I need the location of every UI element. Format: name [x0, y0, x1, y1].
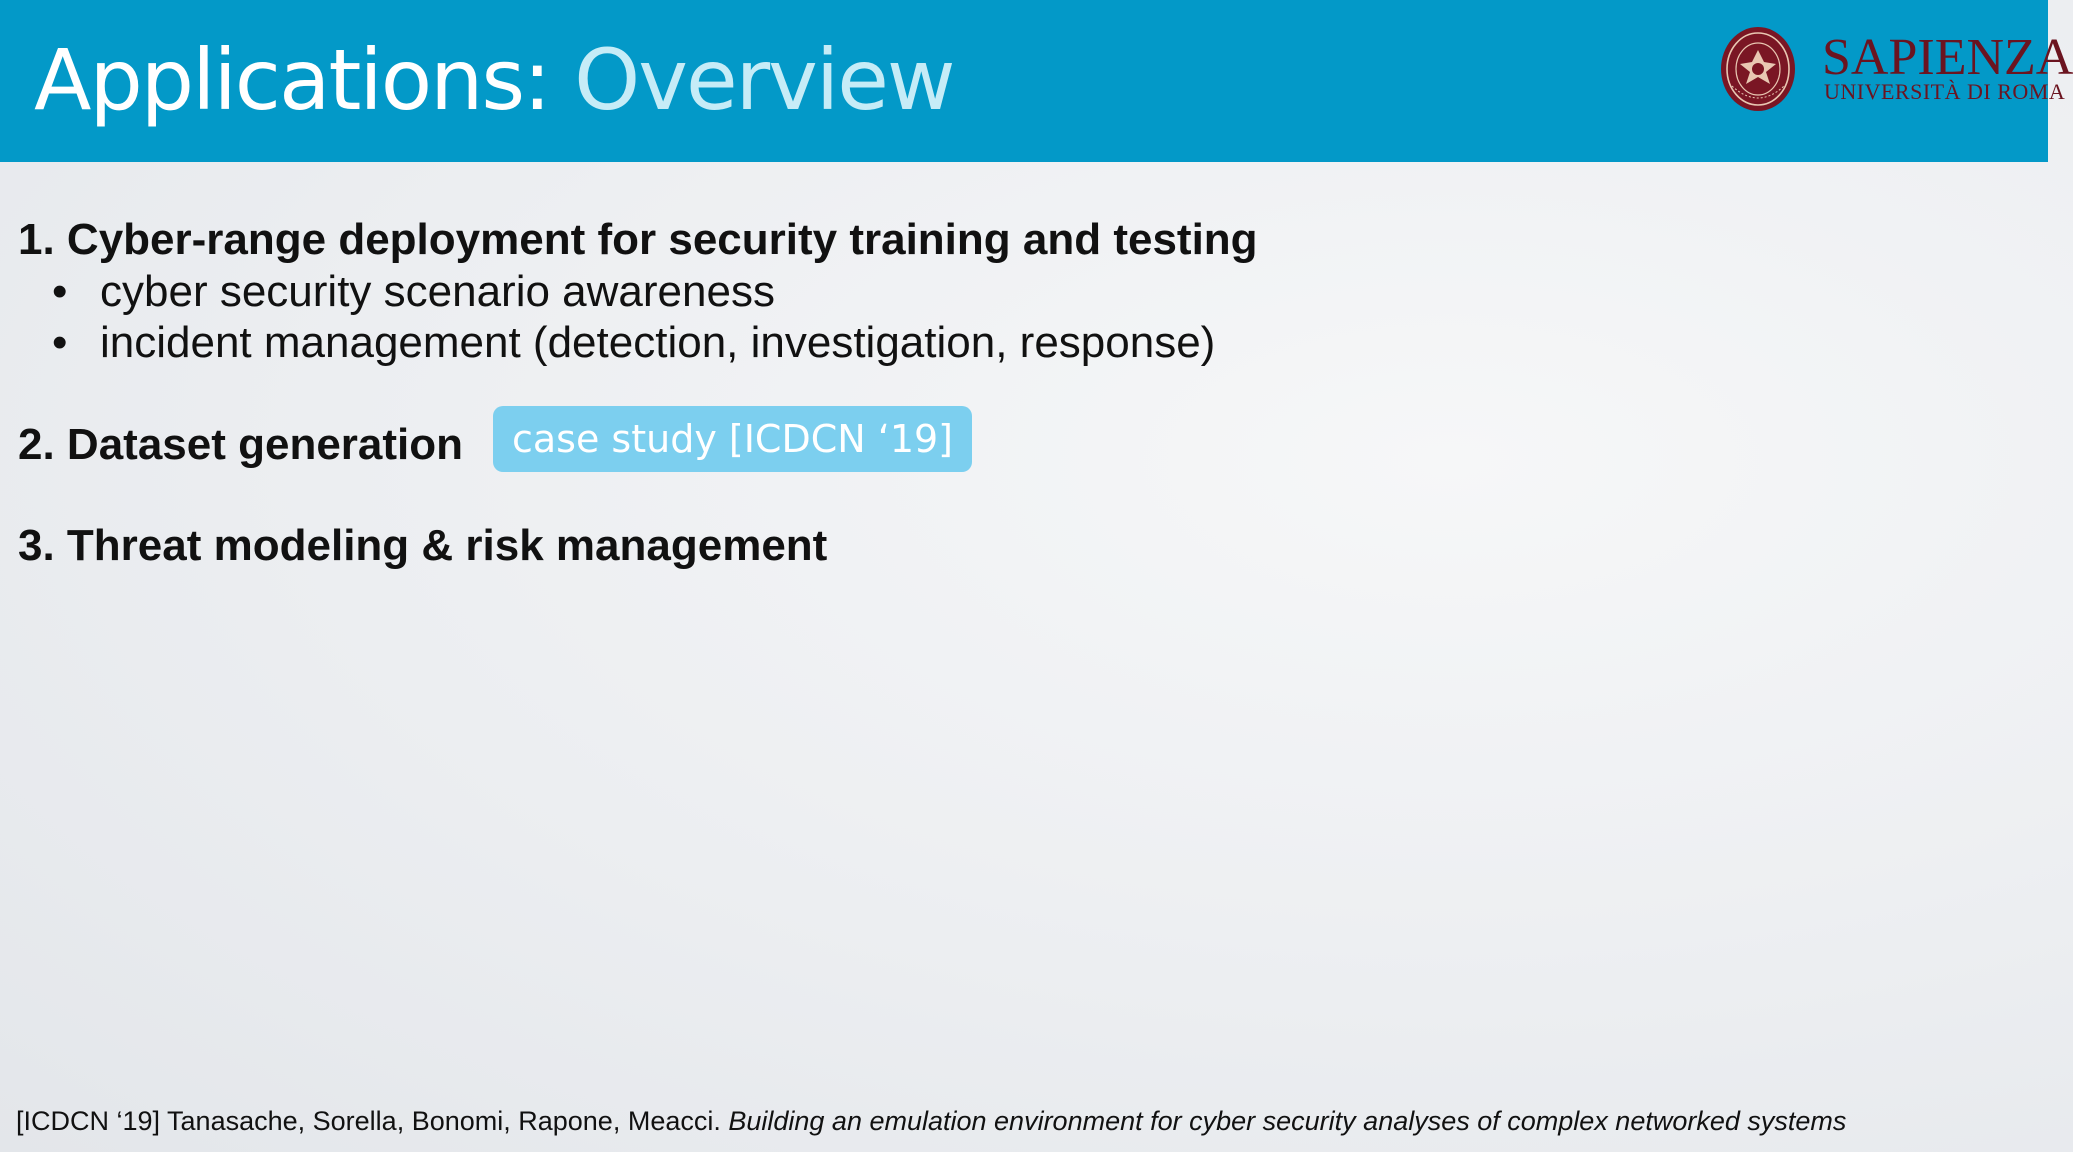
reference-citation: [16, 1104, 1846, 1138]
bullet-icon: •: [52, 267, 68, 316]
case-study-badge[interactable]: case study [ICDCN ‘19]: [493, 406, 972, 472]
university-seal-icon: [1718, 24, 1798, 114]
reference-prefix: [ICDCN ‘19] Tanasache, Sorella, Bonomi, Rapone, Meacci.: [16, 1106, 729, 1136]
item-1-title: 1. Cyber-range deployment for security training and testing: [18, 215, 1258, 264]
header-bar: [0, 0, 2073, 162]
slide-title: [34, 30, 954, 130]
bullet-icon: •: [52, 318, 68, 367]
item-2-title: 2. Dataset generation: [18, 420, 464, 469]
bullet-text: incident management (detection, investigation, response): [100, 318, 1216, 367]
reference-title: Building an emulation environment for cyber security analyses of complex networked systems: [728, 1106, 1847, 1136]
university-name: SAPIENZA: [1822, 29, 2073, 86]
item-1-bullet-2: [52, 317, 1215, 369]
slide-title-main: Applications:: [34, 31, 550, 129]
bullet-text: cyber security scenario awareness: [100, 267, 775, 316]
item-3-title: 3. Threat modeling & risk management: [18, 521, 828, 570]
university-subtitle: UNIVERSITÀ DI ROMA: [1824, 79, 2066, 104]
slide-title-accent: Overview: [574, 31, 954, 129]
item-1-bullet-1: [52, 266, 775, 318]
